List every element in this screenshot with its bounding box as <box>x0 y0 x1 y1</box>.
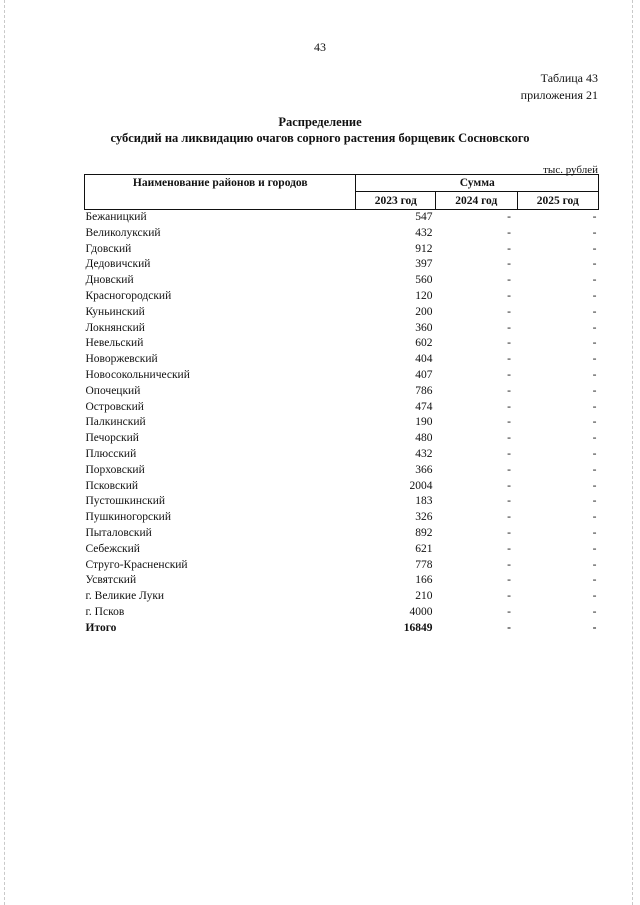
table-row <box>85 336 599 352</box>
district-name-cell: Струго-Красненский <box>85 558 188 571</box>
value-2023-cell: 360 <box>415 321 433 334</box>
value-2025-cell: - <box>592 605 597 618</box>
value-2023-cell: 166 <box>415 574 433 587</box>
value-2023-cell: 602 <box>415 337 433 350</box>
value-2024-cell: - <box>507 384 512 397</box>
value-2024-cell: - <box>507 574 512 587</box>
value-2024-cell: - <box>507 605 512 618</box>
district-name-cell: Куньинский <box>85 305 145 318</box>
district-name-cell: Красногородский <box>85 289 172 302</box>
value-2025-cell: - <box>592 400 597 413</box>
table-row <box>85 605 599 621</box>
page-number: 43 <box>314 40 326 54</box>
value-2025-cell: - <box>592 242 597 255</box>
value-2025-cell: - <box>592 321 597 334</box>
value-2025-cell: - <box>592 511 597 524</box>
table-row <box>85 494 599 510</box>
value-2024-cell: - <box>507 337 512 350</box>
district-name-cell: Итого <box>85 621 117 634</box>
value-2023-cell: 183 <box>415 495 433 508</box>
value-2024-cell: - <box>507 590 512 603</box>
table-row <box>85 542 599 558</box>
value-2023-cell: 326 <box>415 511 433 524</box>
district-name-cell: Новоржевский <box>85 353 158 366</box>
value-2023-cell: 407 <box>415 368 433 381</box>
table-row <box>85 273 599 289</box>
header-year-2025: 2025 год <box>517 192 598 210</box>
value-2025-cell: - <box>592 211 597 223</box>
value-2025-cell: - <box>592 447 597 460</box>
value-2024-cell: - <box>507 368 512 381</box>
value-2025-cell: - <box>592 590 597 603</box>
district-name-cell: Пыталовский <box>85 526 152 539</box>
header-sum: Сумма <box>356 175 599 192</box>
table-body <box>85 210 599 637</box>
table-row <box>85 510 599 526</box>
document-title <box>0 114 640 146</box>
value-2023-cell: 210 <box>415 590 433 603</box>
table-row <box>85 210 599 226</box>
subsidy-table <box>84 174 599 637</box>
table-row <box>85 447 599 463</box>
district-name-cell: Печорский <box>85 432 139 445</box>
header-year-2023: 2023 год <box>356 192 436 210</box>
district-name-cell: Порховский <box>85 463 145 476</box>
district-name-cell: Псковский <box>85 479 139 492</box>
value-2024-cell: - <box>507 321 512 334</box>
value-2023-cell: 397 <box>415 258 433 271</box>
value-2025-cell: - <box>592 368 597 381</box>
table-row <box>85 384 599 400</box>
value-2024-cell: - <box>507 558 512 571</box>
district-name-cell: Островский <box>85 400 144 413</box>
value-2025-cell: - <box>592 495 597 508</box>
value-2025-cell: - <box>592 621 597 634</box>
value-2025-cell: - <box>592 384 597 397</box>
value-2023-cell: 16849 <box>403 621 433 634</box>
value-2024-cell: - <box>507 447 512 460</box>
value-2025-cell: - <box>592 305 597 318</box>
value-2023-cell: 190 <box>415 416 433 429</box>
value-2023-cell: 366 <box>415 463 433 476</box>
value-2024-cell: - <box>507 416 512 429</box>
district-name-cell: Палкинский <box>85 416 146 429</box>
document-title-line1: Распределение <box>278 115 362 129</box>
value-2024-cell: - <box>507 621 512 634</box>
table-caption-line1: Таблица 43 <box>540 71 598 85</box>
district-name-cell: Пушкиногорский <box>85 511 171 524</box>
table-row <box>85 257 599 273</box>
value-2023-cell: 2004 <box>409 479 433 492</box>
table-row <box>85 415 599 431</box>
value-2024-cell: - <box>507 289 512 302</box>
district-name-cell: Бежаницкий <box>85 211 147 223</box>
value-2024-cell: - <box>507 400 512 413</box>
value-2025-cell: - <box>592 226 597 239</box>
district-name-cell: Великолукский <box>85 226 161 239</box>
value-2024-cell: - <box>507 274 512 287</box>
table-caption-line2: приложения 21 <box>520 88 598 102</box>
value-2024-cell: - <box>507 432 512 445</box>
value-2024-cell: - <box>507 542 512 555</box>
value-2023-cell: 892 <box>415 526 433 539</box>
value-2024-cell: - <box>507 479 512 492</box>
table-row <box>85 400 599 416</box>
value-2023-cell: 404 <box>415 353 433 366</box>
table-row <box>85 479 599 495</box>
table-row <box>85 352 599 368</box>
table-row <box>85 226 599 242</box>
value-2023-cell: 4000 <box>409 605 433 618</box>
header-name: Наименование районов и городов <box>85 175 356 210</box>
document-title-line2: субсидий на ликвидацию очагов сорного растения борщевик Сосновского <box>110 131 530 145</box>
value-2024-cell: - <box>507 463 512 476</box>
table-row <box>85 242 599 258</box>
district-name-cell: Усвятский <box>85 574 137 587</box>
table-row <box>85 289 599 305</box>
value-2024-cell: - <box>507 305 512 318</box>
district-name-cell: Плюсский <box>85 447 137 460</box>
value-2024-cell: - <box>507 242 512 255</box>
value-2025-cell: - <box>592 542 597 555</box>
value-2025-cell: - <box>592 258 597 271</box>
table-row <box>85 573 599 589</box>
value-2025-cell: - <box>592 558 597 571</box>
value-2025-cell: - <box>592 526 597 539</box>
value-2023-cell: 778 <box>415 558 433 571</box>
district-name-cell: Локнянский <box>85 321 145 334</box>
value-2023-cell: 547 <box>415 211 433 223</box>
value-2023-cell: 912 <box>415 242 433 255</box>
value-2024-cell: - <box>507 258 512 271</box>
header-year-2024: 2024 год <box>436 192 517 210</box>
table-row <box>85 305 599 321</box>
value-2025-cell: - <box>592 479 597 492</box>
value-2023-cell: 621 <box>415 542 433 555</box>
value-2025-cell: - <box>592 274 597 287</box>
value-2023-cell: 432 <box>415 447 433 460</box>
district-name-cell: Себежский <box>85 542 140 555</box>
table-row <box>85 589 599 605</box>
value-2023-cell: 560 <box>415 274 433 287</box>
table-row <box>85 463 599 479</box>
district-name-cell: Пустошкинский <box>85 495 166 508</box>
value-2024-cell: - <box>507 526 512 539</box>
value-2025-cell: - <box>592 432 597 445</box>
value-2024-cell: - <box>507 211 512 223</box>
value-2025-cell: - <box>592 574 597 587</box>
value-2025-cell: - <box>592 463 597 476</box>
table-caption <box>521 70 598 104</box>
district-name-cell: Новосокольнический <box>85 368 190 381</box>
value-2025-cell: - <box>592 289 597 302</box>
value-2024-cell: - <box>507 511 512 524</box>
value-2025-cell: - <box>592 416 597 429</box>
district-name-cell: Гдовский <box>85 242 132 255</box>
value-2023-cell: 786 <box>415 384 433 397</box>
table-row <box>85 321 599 337</box>
value-2024-cell: - <box>507 226 512 239</box>
total-row <box>85 621 599 637</box>
district-name-cell: Дновский <box>85 274 134 287</box>
value-2023-cell: 432 <box>415 226 433 239</box>
value-2025-cell: - <box>592 353 597 366</box>
value-2023-cell: 474 <box>415 400 433 413</box>
value-2023-cell: 200 <box>415 305 433 318</box>
district-name-cell: Невельский <box>85 337 144 350</box>
district-name-cell: Опочецкий <box>85 384 141 397</box>
table-row <box>85 431 599 447</box>
value-2023-cell: 480 <box>415 432 433 445</box>
value-2024-cell: - <box>507 495 512 508</box>
value-2025-cell: - <box>592 337 597 350</box>
district-name-cell: Дедовичский <box>85 258 151 271</box>
district-name-cell: г. Псков <box>85 605 125 618</box>
value-2023-cell: 120 <box>415 289 433 302</box>
table-row <box>85 526 599 542</box>
unit-label: тыс. рублей <box>543 164 598 176</box>
table-row <box>85 368 599 384</box>
district-name-cell: г. Великие Луки <box>85 590 165 603</box>
value-2024-cell: - <box>507 353 512 366</box>
table-row <box>85 558 599 574</box>
